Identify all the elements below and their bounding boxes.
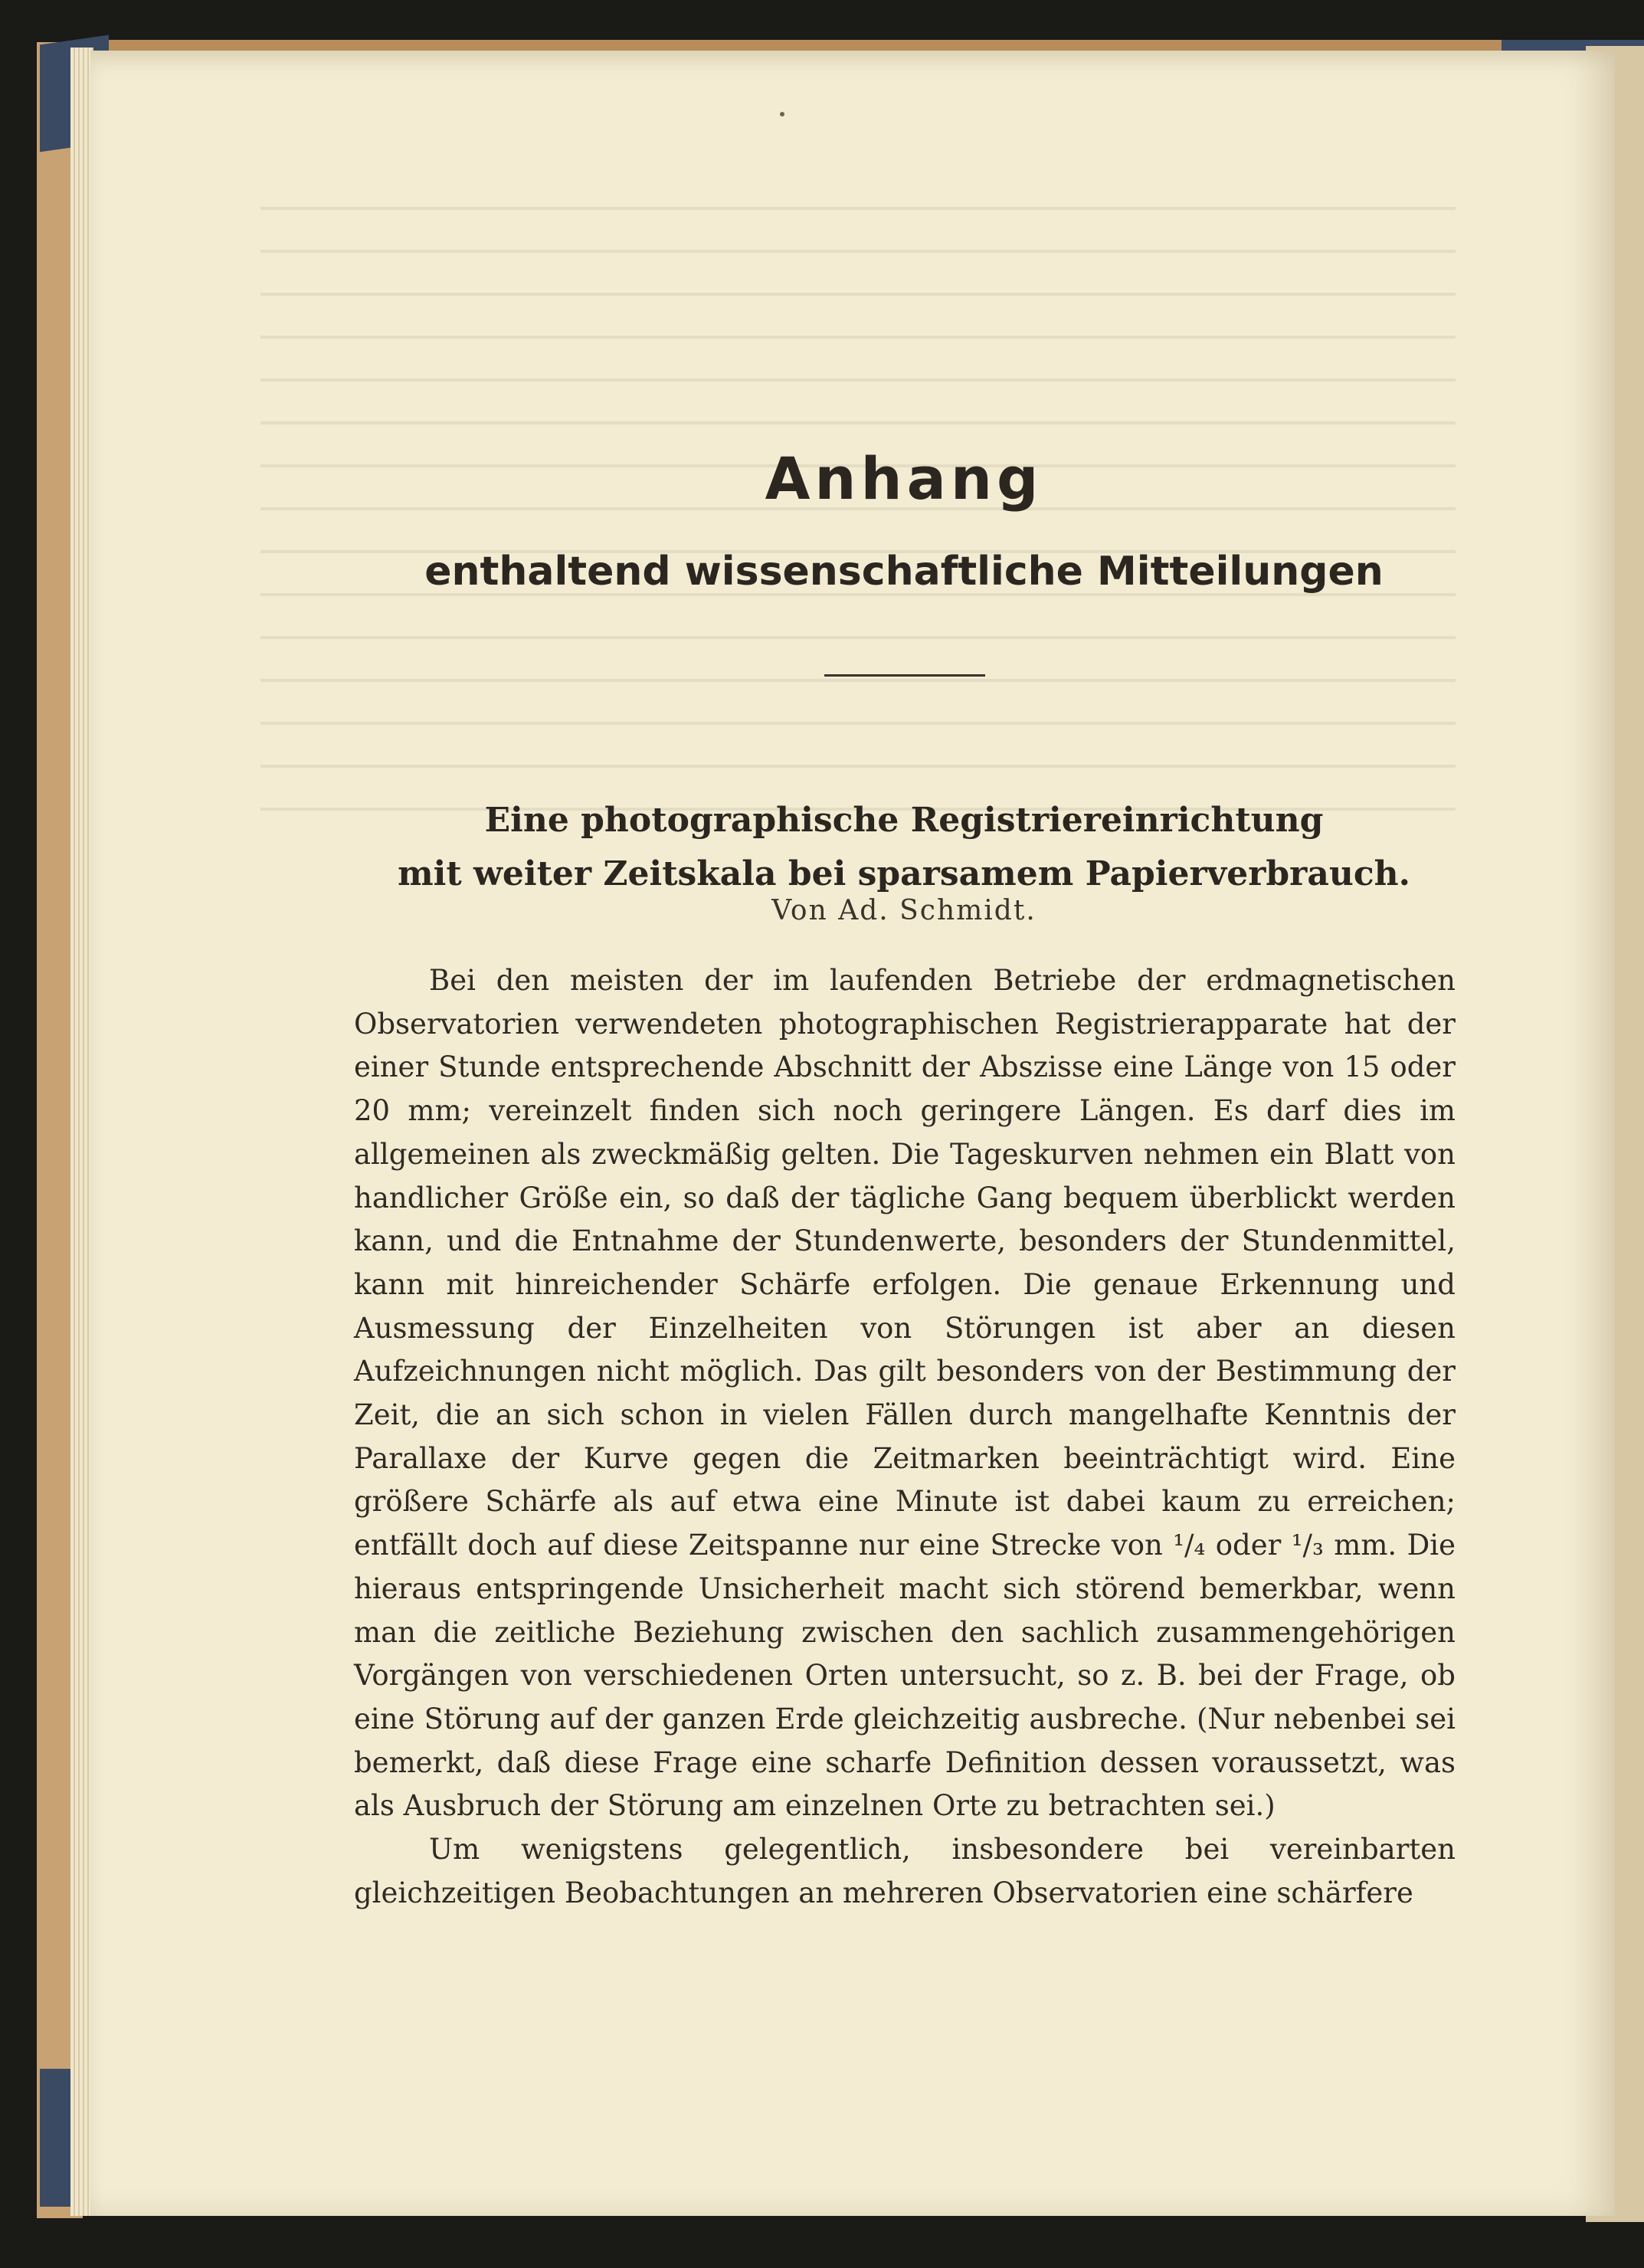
article-author: Von Ad. Schmidt.	[771, 895, 1037, 926]
article-title-line-2: mit weiter Zeitskala bei sparsamem Papierverbrauch.	[398, 854, 1410, 893]
article-title	[337, 794, 1471, 901]
paragraph-2: Um wenigstens gelegentlich, insbesondere bei vereinbarten gleichzeitigen Beobachtungen an mehreren Observatorien eine schärfere	[354, 1833, 1456, 1909]
section-subtitle: enthaltend wissenschaftliche Mitteilungen	[424, 549, 1384, 595]
article-body	[354, 959, 1456, 1915]
paper-speck	[780, 112, 784, 116]
section-title: Anhang	[765, 444, 1043, 513]
article-title-line-1: Eine photographische Registriereinrichtung	[484, 801, 1324, 840]
divider-rule	[824, 674, 985, 677]
paragraph-1: Bei den meisten der im laufenden Betriebe der erdmagnetischen Observatorien verwendeten photographischen Registrierapparate hat der einer Stunde entsprechende Abschnitt der Abszisse eine Länge von 15 oder 20 mm; vereinzelt finden sich noch geringere Längen. Es darf dies im allgemeinen als zweckmäßig gelten. Die Tageskurven nehmen ein Blatt von handlicher Größe ein, so daß der tägliche Gang bequem überblickt werden kann, und die Entnahme der Stundenwerte, besonders der Stundenmittel, kann mit hinreichender Schärfe erfolgen. Die genaue Erkennung und Ausmessung der Einzelheiten von Störungen ist aber an diesen Aufzeichnungen nicht möglich. Das gilt besonders von der Bestimmung der Zeit, die an sich schon in vielen Fällen durch mangelhafte Kenntnis der Parallaxe der Kurve gegen die Zeitmarken beeinträchtigt wird. Eine größere Schärfe als auf etwa eine Minute ist dabei kaum zu erreichen; entfällt doch auf diese Zeitspanne nur eine Strecke von ¹/₄ oder ¹/₃ mm. Die hieraus entspringende Unsicherheit macht sich störend bemerkbar, wenn man die zeitliche Beziehung zwischen den sachlich zusammengehörigen Vorgängen von verschiedenen Orten untersucht, so z. B. bei der Frage, ob eine Störung auf der ganzen Erde gleichzeitig ausbreche. (Nur nebenbei sei bemerkt, daß diese Frage eine scharfe Definition dessen voraussetzt, was als Ausbruch der Störung am einzelnen Orte zu betrachten sei.)	[354, 964, 1456, 1823]
